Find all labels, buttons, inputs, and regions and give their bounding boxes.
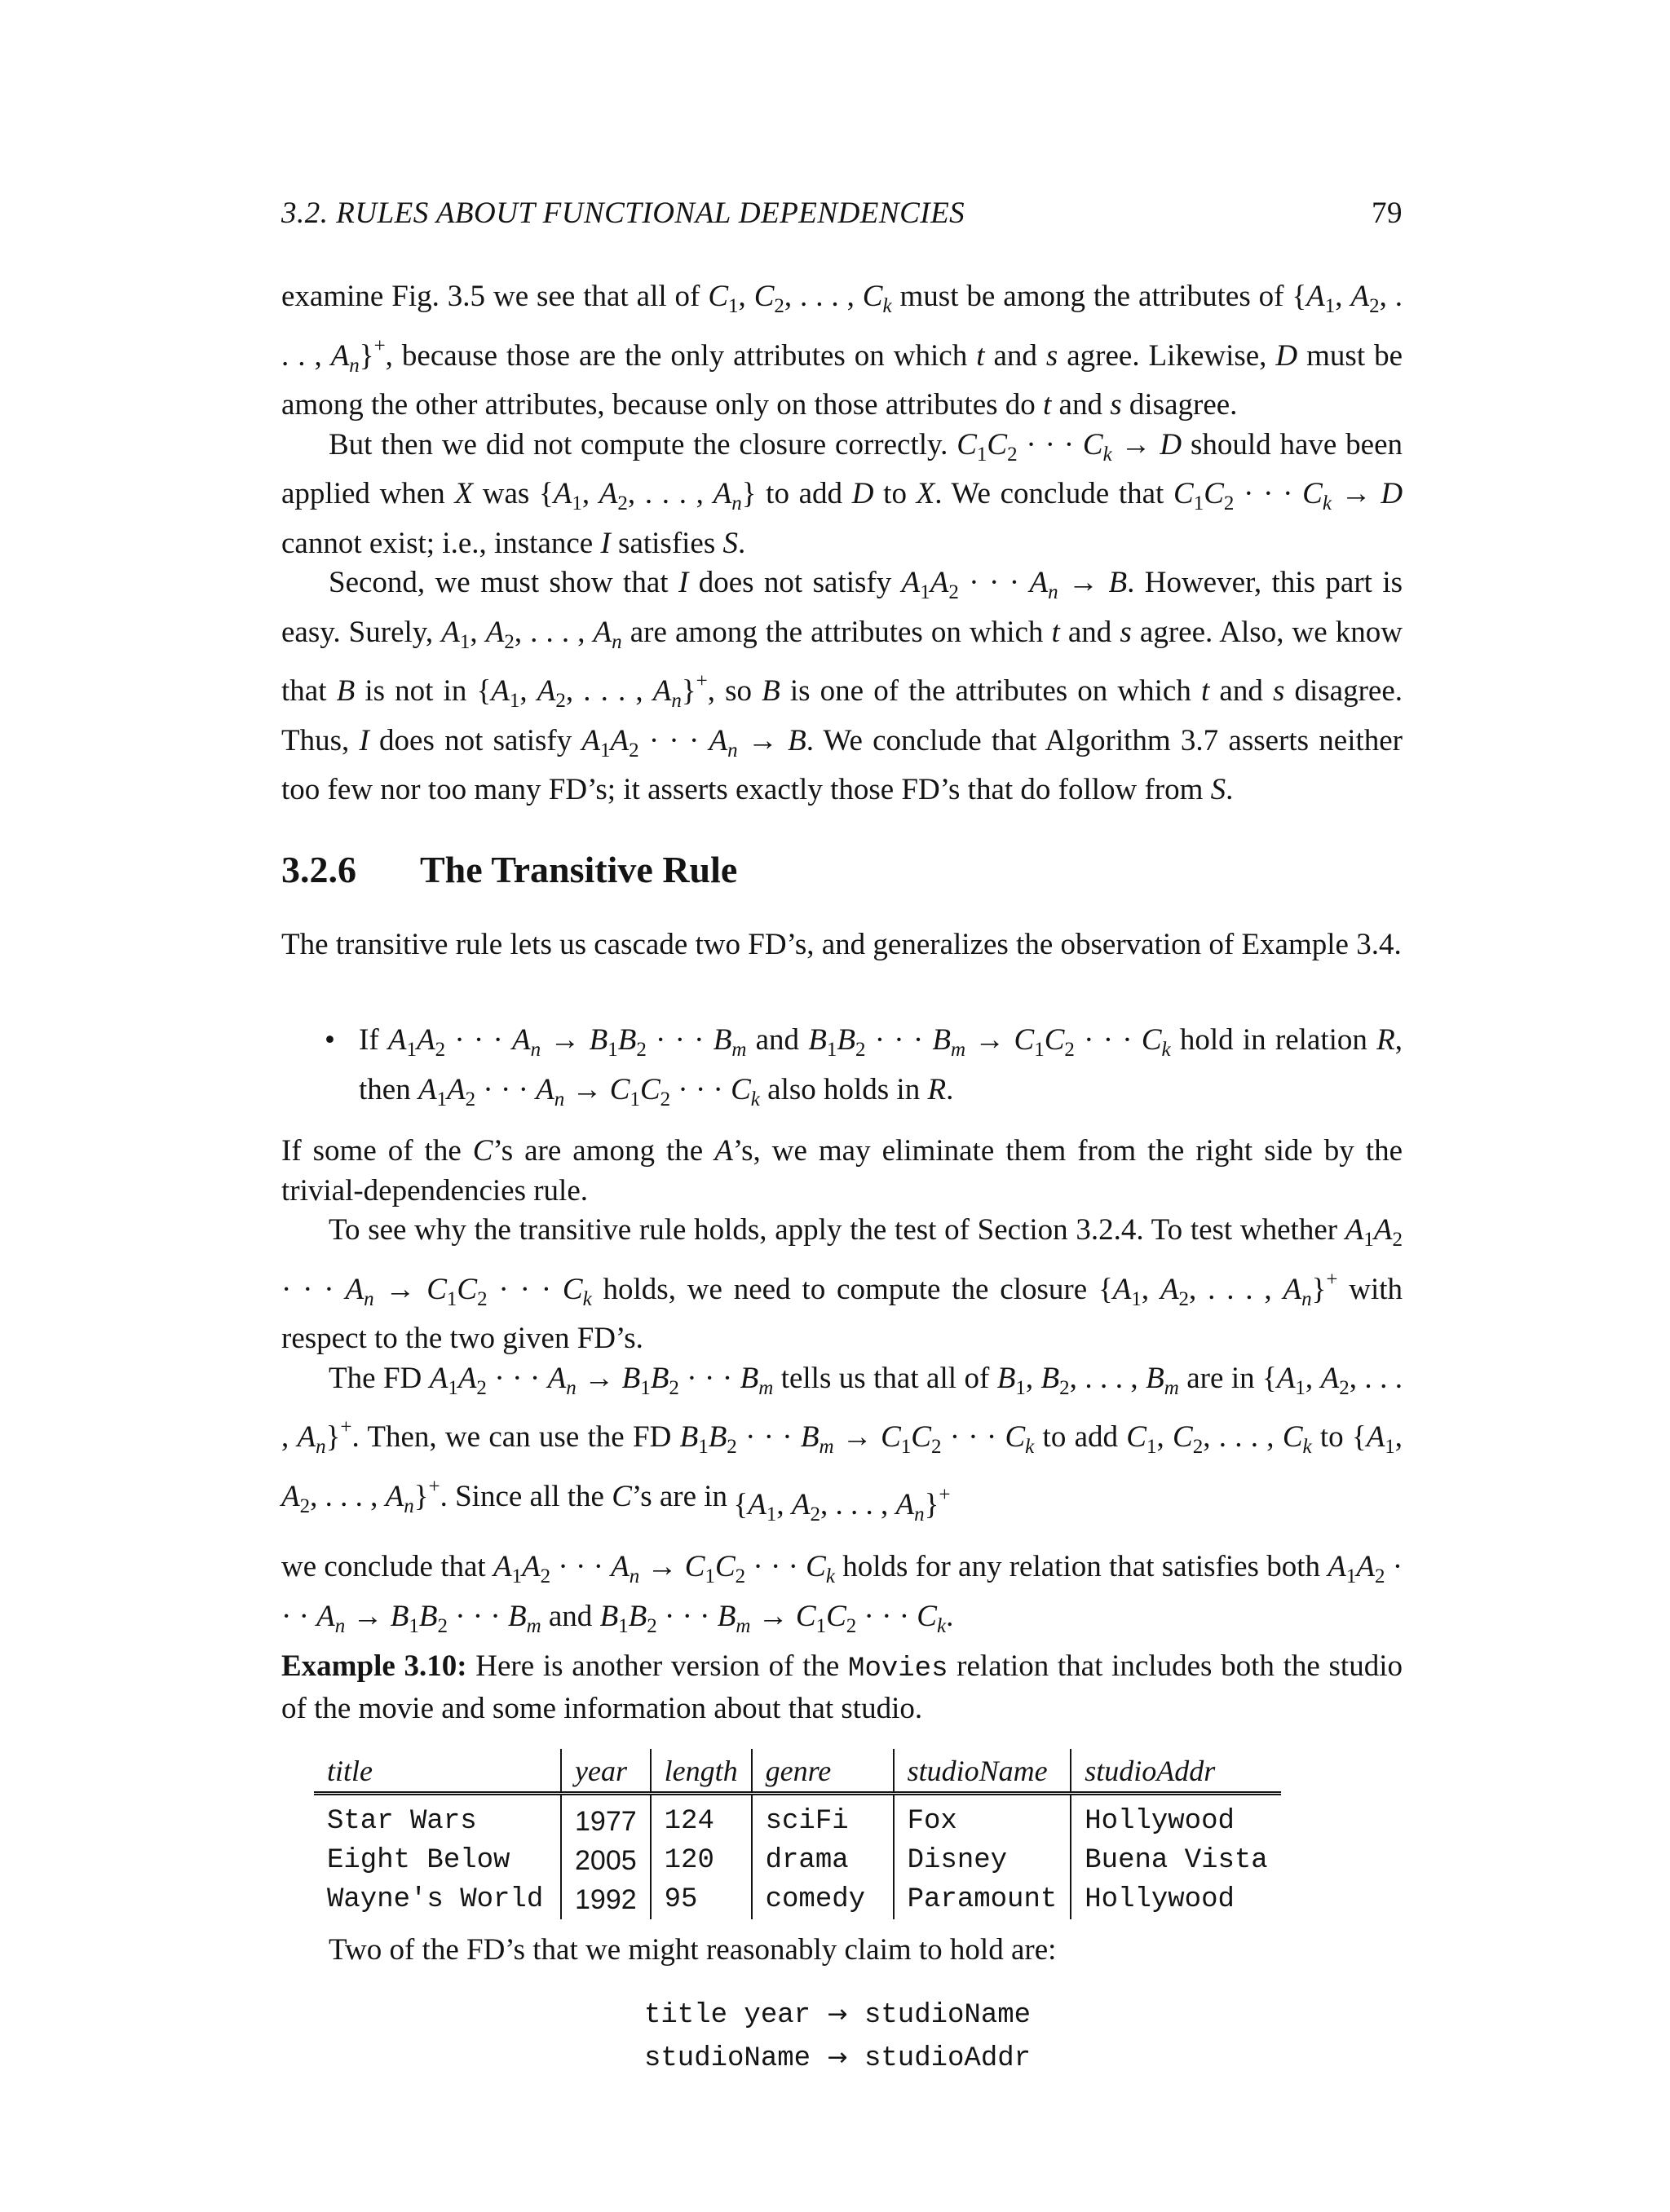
column-header: studioName [894, 1749, 1071, 1794]
fd-intro [329, 1931, 1403, 1971]
table-cell: Buena Vista [1071, 1841, 1280, 1880]
table-row [314, 1841, 1281, 1880]
paragraph: Example 3.10: Here is another version of the Movies relation that includes both the studio of the movie and some information about that studio. [281, 1649, 1403, 1725]
paragraph: But then we did not compute the closure correctly. $C_1C_2$ · · · $C_k \to D$ should have been applied when X was {$A_1$, $A_2$, . . . , $A_n$} to add D to X. We conclude that $C_1C_2$ · · · $C_k \to D$ cannot exist; i.e., instance I satisfies S. [281, 427, 1403, 560]
table-cell: comedy [752, 1880, 894, 1919]
paragraph: we conclude that $A_1A_2$ · · · $A_n \to C_1C_2$ · · · $C_k$ holds for any relation that satisfies both $A_1A_2$ · · · $A_n \to B_1B_2$ · · · $B_m$ and $B_1B_2$ · · · $B_m \to C_1C_2$ · · · $C_k$. [281, 1550, 1403, 1637]
paragraph: Two of the FD’s that we might reasonably claim to hold are: [329, 1933, 1057, 1967]
table-row [314, 1880, 1281, 1919]
table-cell: Hollywood [1071, 1880, 1280, 1919]
section-heading [281, 848, 737, 891]
movies-table [314, 1749, 1281, 1919]
column-header: length [651, 1749, 752, 1794]
table-cell: sciFi [752, 1794, 894, 1842]
proof-paragraphs [281, 277, 1403, 810]
fd-rhs: studioName [864, 2000, 1032, 2031]
table-cell: drama [752, 1841, 894, 1880]
table-cell: Hollywood [1071, 1794, 1280, 1842]
table-cell: 95 [651, 1880, 752, 1919]
section-title: The Transitive Rule [420, 849, 738, 890]
table-cell: Eight Below [327, 1845, 510, 1876]
column-header: title [314, 1749, 561, 1794]
paragraph: The FD $A_1A_2$ · · · $A_n \to B_1B_2$ · · · $B_m$ tells us that all of $B_1$, $B_2$, . . . , $B_m$ are in {$A_1$, $A_2$, . . . , $A_n\}^+$. Then, we can use the FD $B_1B_2$ · · · $B_m \to C_1C_2$ · · · $C_k$ to add $C_1$, $C_2$, . . . , $C_k$ to {$A_1$, $A_2$, . . . , $A_n\}^+$. Since all the C’s are in [281, 1361, 1403, 1517]
paragraph: Second, we must show that I does not satisfy $A_1A_2$ · · · $A_n \to B$. However, this part is easy. Surely, $A_1$, $A_2$, . . . , $A_n$ are among the attributes on which t and s agree. Also, we know that B is not in {$A_1$, $A_2$, . . . , $A_n\}^+$, so B is one of the attributes on which t and s disagree. Thus, I does not satisfy $A_1A_2$ · · · $A_n \to B$. We conclude that Algorithm 3.7 asserts neither too few nor too many FD’s; it asserts exactly those FD’s that do follow from S. [281, 566, 1403, 806]
fd-lhs: title year [644, 2000, 811, 2031]
bullet-icon: • [325, 1023, 335, 1057]
closure-display: {$A_1$, $A_2$, . . . , $A_n\}^+$ [733, 1484, 951, 1525]
right-arrow-icon: → [827, 2043, 848, 2072]
table-row [314, 1794, 1281, 1842]
section-intro [281, 925, 1403, 965]
table-cell: 1977 [561, 1794, 651, 1842]
table-header-row [314, 1749, 1281, 1794]
fd-lhs: studioName [644, 2043, 811, 2074]
conclusion-paragraph [281, 1548, 1403, 1646]
example-label: Example 3.10: [281, 1649, 467, 1683]
table-cell: Paramount [894, 1880, 1071, 1919]
column-header: studioAddr [1071, 1749, 1280, 1794]
relation-name: Movies [848, 1653, 948, 1684]
right-arrow-icon: → [827, 2000, 848, 2029]
running-header [281, 196, 1403, 245]
page-number: 79 [1372, 196, 1403, 230]
explanation-paragraphs [281, 1132, 1403, 1526]
table-cell: 124 [651, 1794, 752, 1842]
paragraph: If some of the C’s are among the A’s, we may eliminate them from the right side by the trivial-dependencies rule. [281, 1134, 1403, 1208]
table-cell: 2005 [561, 1841, 651, 1880]
section-number: 3.2.6 [281, 849, 356, 890]
fd-list [644, 1993, 1031, 2080]
column-header: genre [752, 1749, 894, 1794]
transitive-rule-bullet: • If $A_1A_2$ · · · $A_n \to B_1B_2$ · · · $B_m$ and $B_1B_2$ · · · $B_m \to C_1C_2$ · · · $C_k$ hold in relation R, then $A_1A_2$ · · · $A_n \to C_1C_2$ · · · $C_k$ also holds in R. [359, 1021, 1403, 1119]
fd-line [644, 1993, 1031, 2037]
fd-line [644, 2037, 1031, 2080]
table-cell: 120 [651, 1841, 752, 1880]
paragraph: examine Fig. 3.5 we see that all of $C_1$, $C_2$, . . . , $C_k$ must be among the attributes of {$A_1$, $A_2$, . . . , $A_n\}^+$, because those are the only attributes on which t and s agree. Likewise, D must be among the other attributes, because only on those attributes do t and s disagree. [281, 280, 1403, 422]
running-title: 3.2. RULES ABOUT FUNCTIONAL DEPENDENCIES [281, 196, 965, 230]
paragraph: To see why the transitive rule holds, apply the test of Section 3.2.4. To test whether $A_1A_2$ · · · $A_n \to C_1C_2$ · · · $C_k$ holds, we need to compute the closure {$A_1$, $A_2$, . . . , $A_n\}^+$ with respect to the two given FD’s. [281, 1213, 1403, 1355]
column-header: year [561, 1749, 651, 1794]
example-paragraph [281, 1647, 1403, 1729]
table-cell: 1992 [561, 1880, 651, 1919]
paragraph: The transitive rule lets us cascade two FD’s, and generalizes the observation of Example 3.4. [281, 928, 1402, 961]
table-cell: Disney [894, 1841, 1071, 1880]
table-cell: Wayne's World [327, 1884, 544, 1915]
table-cell: Star Wars [327, 1806, 477, 1837]
fd-rhs: studioAddr [864, 2043, 1032, 2074]
table-cell: Fox [894, 1794, 1071, 1842]
